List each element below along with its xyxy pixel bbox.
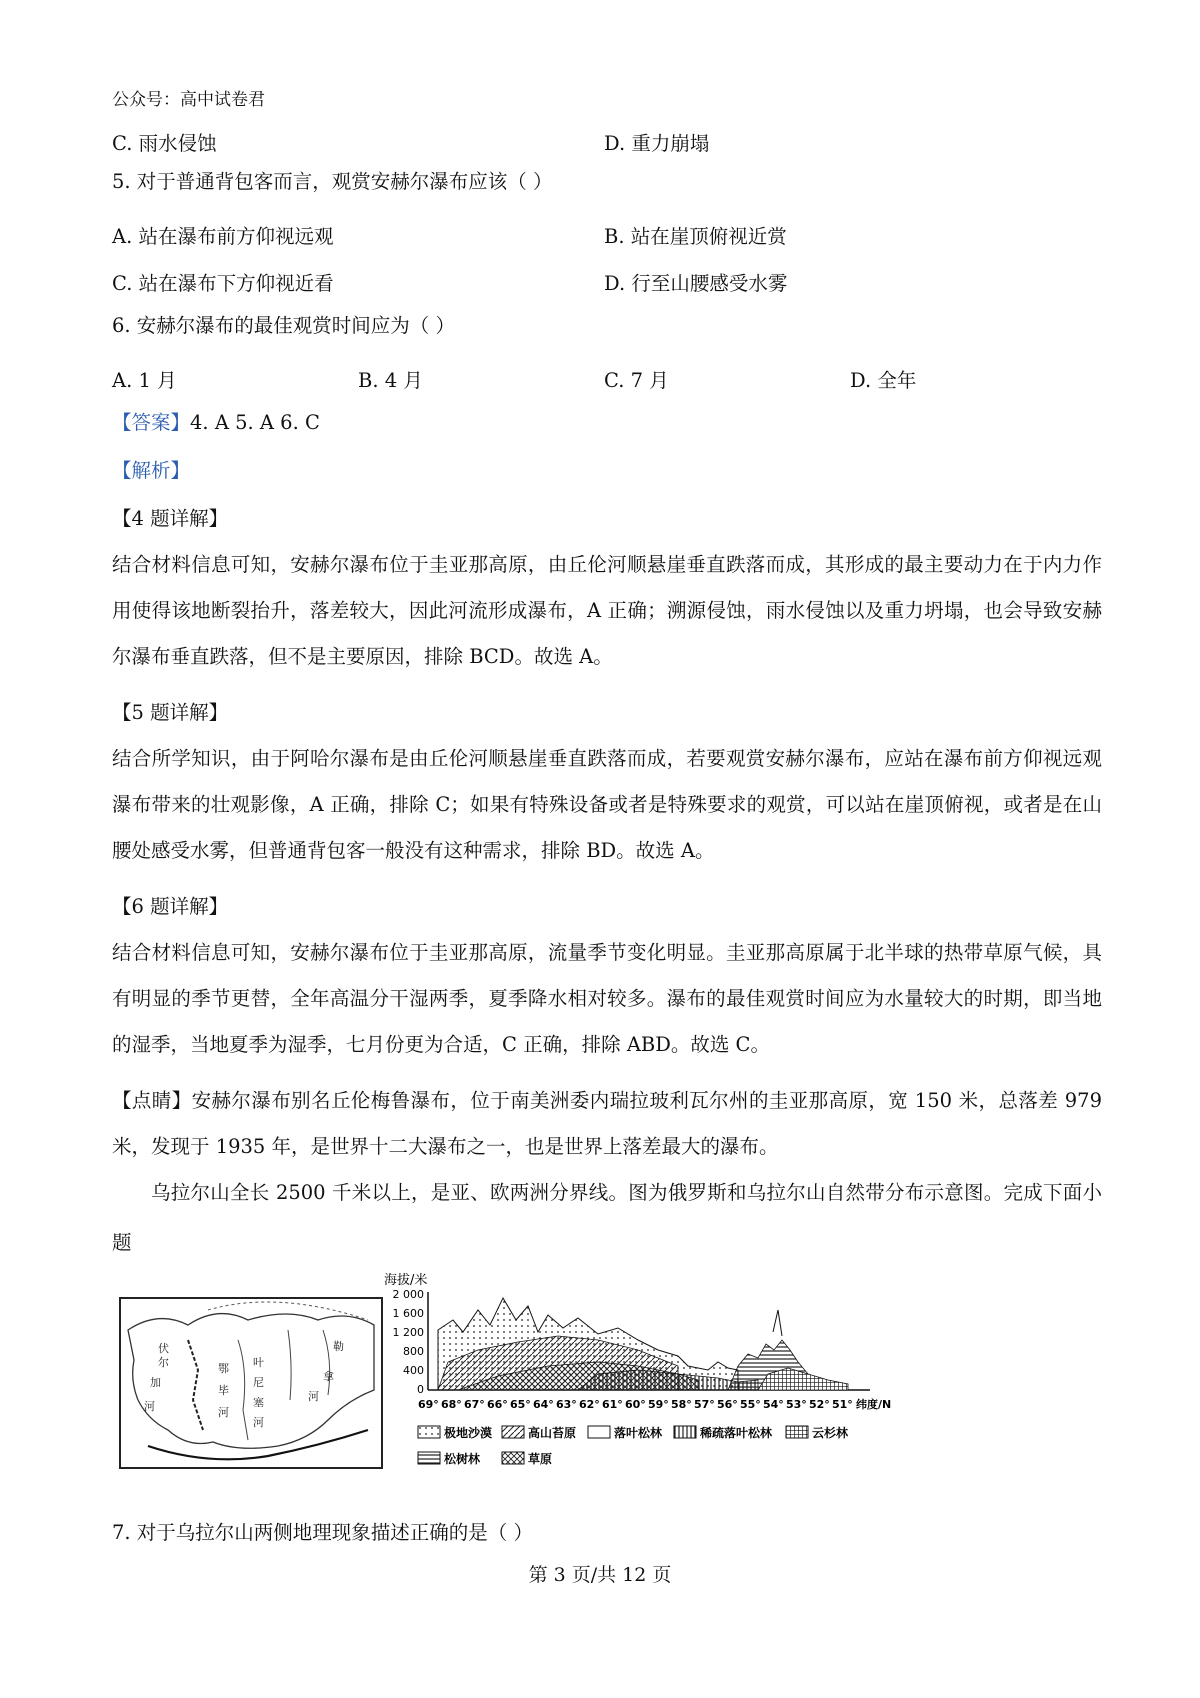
- x-tick: 56°: [717, 1398, 738, 1411]
- y-tick: 1 200: [392, 1326, 424, 1339]
- detail6-text: 结合材料信息可知，安赫尔瀑布位于圭亚那高原，流量季节变化明显。圭亚那高原属于北半球的热带草原气候，具有明显的季节更替，全年高温分干湿两季，夏季降水相对较多。瀑布的最佳观赏时间应为水量较大的时期，即当地的湿季，当地夏季为湿季，七月份更为合适，C 正确，排除 ABD。故选 C。: [112, 941, 1102, 1056]
- map-label: 加: [150, 1376, 161, 1389]
- map-label: 拿: [323, 1370, 334, 1383]
- y-tick: 0: [417, 1383, 424, 1396]
- y-tick: 1 600: [392, 1307, 424, 1320]
- map-label: 毕: [218, 1384, 229, 1397]
- legend-sparse-larch: 稀疏落叶松林: [700, 1426, 773, 1440]
- map-label: 叶: [253, 1356, 264, 1369]
- x-tick: 57°: [694, 1398, 715, 1411]
- q4-option-d: D. 重力崩塌: [604, 132, 710, 155]
- x-tick: 52°: [809, 1398, 830, 1411]
- ural-profile-chart: [384, 1272, 891, 1466]
- detail4-text: 结合材料信息可知，安赫尔瀑布位于圭亚那高原，由丘伦河顺悬崖垂直跌落而成，其形成的最主要动力在于内力作用使得该地断裂抬升，落差较大，因此河流形成瀑布，A 正确；溯源侵蚀，雨水侵蚀以及重力坍塌，也会导致安赫尔瀑布垂直跌落，但不是主要原因，排除 BCD。故选 A。: [112, 553, 1102, 668]
- x-tick: 58°: [671, 1398, 692, 1411]
- legend-polar-desert: 极地沙漠: [444, 1426, 493, 1440]
- x-tick: 69°: [418, 1398, 439, 1411]
- x-tick: 55°: [740, 1398, 761, 1411]
- y-tick: 800: [403, 1345, 424, 1358]
- y-tick: 400: [403, 1364, 424, 1377]
- legend-spruce-fir: 云杉林: [812, 1426, 849, 1440]
- map-label: 勒: [333, 1340, 344, 1353]
- answer-tag: 【答案】: [112, 411, 191, 434]
- x-tick: 67°: [464, 1398, 485, 1411]
- legend-larch-forest: 落叶松林: [614, 1426, 663, 1440]
- q5-option-a: A. 站在瀑布前方仰视远观: [112, 225, 334, 248]
- x-axis-label: 纬度/N: [856, 1398, 892, 1411]
- q4-option-c: C. 雨水侵蚀: [112, 132, 217, 155]
- map-label: 河: [253, 1416, 264, 1429]
- legend-pine-forest: 松树林: [444, 1452, 481, 1466]
- q6-option-d: D. 全年: [850, 369, 917, 392]
- map-label: 尔: [158, 1356, 169, 1369]
- map-label: 河: [308, 1390, 319, 1403]
- ural-figure: [118, 1270, 998, 1500]
- point-paragraph: [112, 1078, 1102, 1170]
- detail5-text: 结合所学知识，由于阿哈尔瀑布是由丘伦河顺悬崖垂直跌落而成，若要观赏安赫尔瀑布，应站在瀑布前方仰视远观瀑布带来的壮观影像，A 正确，排除 C；如果有特殊设备或者是特殊要求的观赏，可以站在崖顶俯视，或者是在山腰处感受水雾，但普通背包客一般没有这种需求，排除 BD。故选 A。: [112, 747, 1102, 862]
- x-tick: 60°: [625, 1398, 646, 1411]
- legend-alpine-tundra: 高山苔原: [528, 1426, 577, 1440]
- analysis-tag: 【解析】: [112, 459, 191, 482]
- q6-option-b: B. 4 月: [358, 369, 423, 392]
- map-label: 鄂: [218, 1362, 229, 1375]
- intro-paragraph: 乌拉尔山全长 2500 千米以上，是亚、欧两洲分界线。图为俄罗斯和乌拉尔山自然带分布示意图。完成下面小题: [112, 1181, 1102, 1254]
- x-tick: 54°: [763, 1398, 784, 1411]
- y-axis-label: 海拔/米: [384, 1273, 428, 1288]
- legend-steppe: 草原: [528, 1452, 553, 1466]
- detail5-title: 【5 题详解】: [112, 701, 229, 724]
- x-tick: 63°: [556, 1398, 577, 1411]
- q6-option-c: C. 7 月: [604, 369, 669, 392]
- x-tick: 59°: [648, 1398, 669, 1411]
- x-tick: 68°: [441, 1398, 462, 1411]
- x-tick: 53°: [786, 1398, 807, 1411]
- source-header: 公众号：高中试卷君: [112, 90, 265, 110]
- x-tick: 64°: [533, 1398, 554, 1411]
- answer-text: 4. A 5. A 6. C: [190, 411, 320, 434]
- map-label: 伏: [158, 1342, 169, 1355]
- detail6-title: 【6 题详解】: [112, 895, 229, 918]
- map-label: 塞: [253, 1396, 264, 1409]
- map-label: 河: [218, 1406, 229, 1419]
- answer-line: [112, 413, 320, 433]
- x-tick: 51°: [832, 1398, 853, 1411]
- y-tick: 2 000: [392, 1288, 424, 1301]
- q5-option-d: D. 行至山腰感受水雾: [604, 272, 788, 295]
- x-tick: 65°: [510, 1398, 531, 1411]
- q7-stem: 7. 对于乌拉尔山两侧地理现象描述正确的是（ ）: [112, 1521, 534, 1544]
- q6-option-a: A. 1 月: [112, 369, 177, 392]
- point-text: 安赫尔瀑布别名丘伦梅鲁瀑布，位于南美洲委内瑞拉玻利瓦尔州的圭亚那高原，宽 150 米，总落差 979 米，发现于 1935 年，是世界十二大瀑布之一，也是世界上落差最大的瀑布。: [112, 1089, 1102, 1158]
- q5-stem: 5. 对于普通背包客而言，观赏安赫尔瀑布应该（ ）: [112, 170, 553, 193]
- page-footer: 第 3 页/共 12 页: [528, 1564, 672, 1586]
- map-label: 河: [144, 1400, 155, 1413]
- q6-stem: 6. 安赫尔瀑布的最佳观赏时间应为（ ）: [112, 314, 456, 337]
- q5-option-c: C. 站在瀑布下方仰视近看: [112, 272, 334, 295]
- x-tick: 66°: [487, 1398, 508, 1411]
- x-tick: 62°: [579, 1398, 600, 1411]
- q5-option-b: B. 站在崖顶俯视近赏: [604, 225, 787, 248]
- point-tag: 【点睛】: [112, 1089, 192, 1112]
- map-label: 尼: [253, 1376, 264, 1389]
- detail4-title: 【4 题详解】: [112, 507, 229, 530]
- x-tick: 61°: [602, 1398, 623, 1411]
